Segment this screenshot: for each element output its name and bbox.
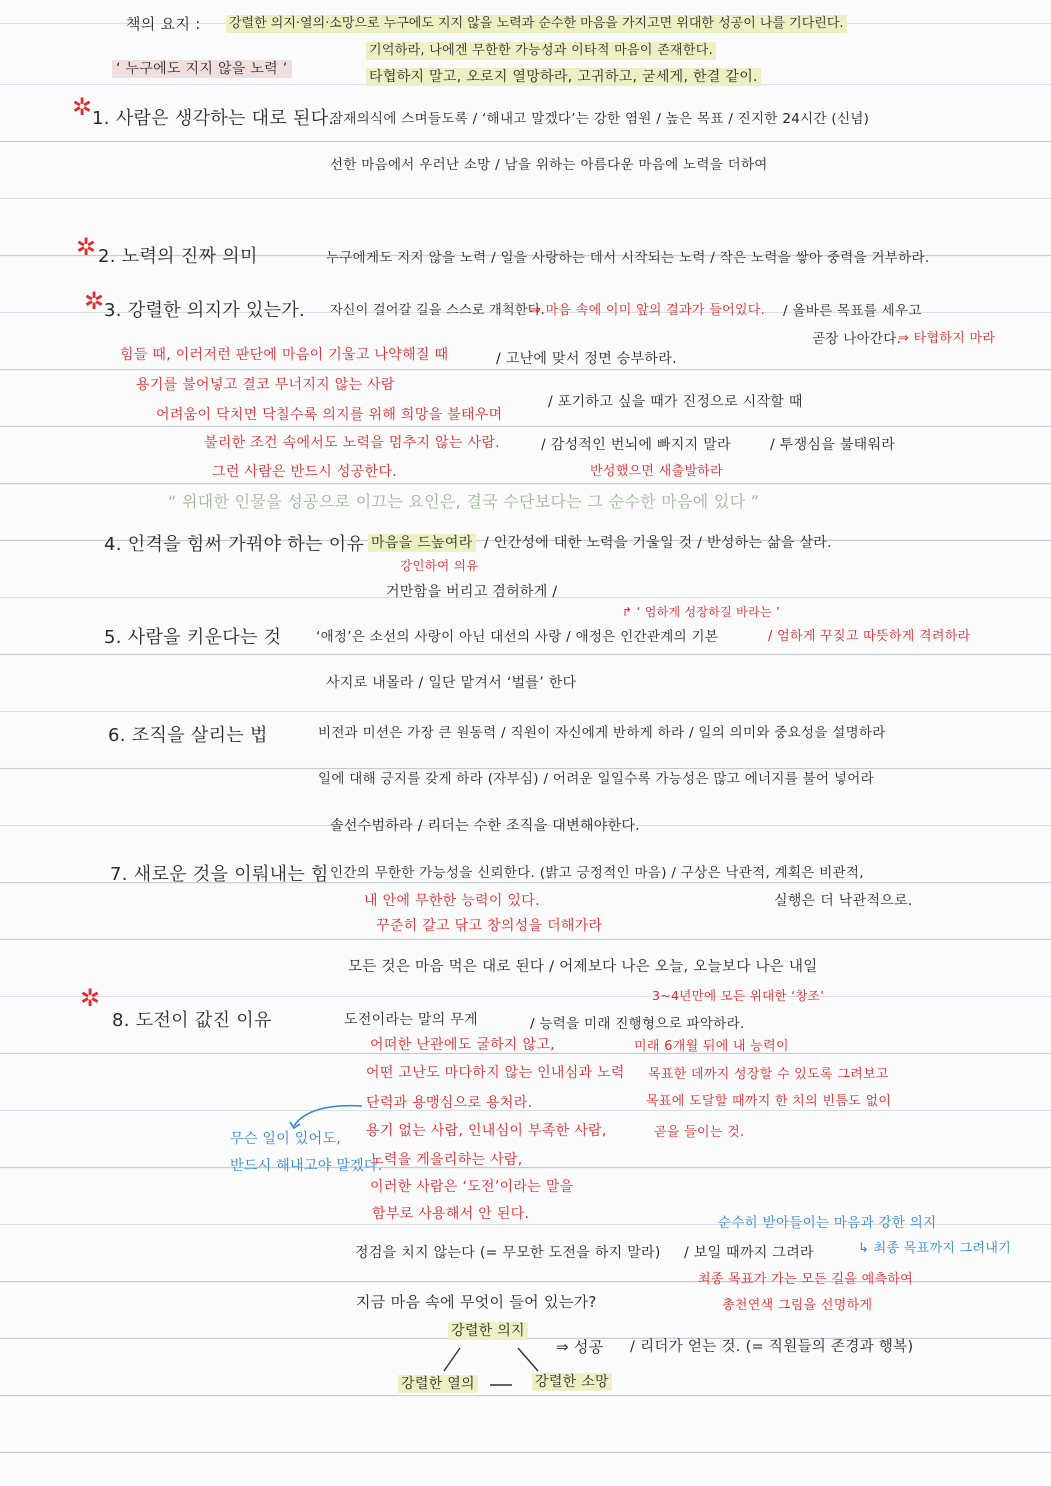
section4-line-a: 마음을 드높여라 [368, 534, 476, 552]
diagram-right: 강렬한 소망 [532, 1373, 612, 1391]
star-icon: ✲ [72, 93, 93, 121]
section8-left-2: 어떤 고난도 마다하지 않는 인내심과 노력 [366, 1065, 625, 1081]
section3-line-a: 자신이 걸어갈 길을 스스로 개척한다. [330, 303, 546, 318]
diagram-result: ⇒ 성공 [556, 1338, 604, 1356]
section5-line-a: ‘애정’은 소선의 사랑이 아닌 대선의 사랑 / 애정은 인간관계의 기본 [316, 629, 719, 645]
section3-b3b: / 투쟁심을 불태워라 [770, 437, 896, 453]
diagram-tail: / 리더가 얻는 것. (= 직원들의 존경과 행복) [630, 1339, 914, 1355]
summary-label: 책의 요지 : [126, 15, 201, 33]
section3-line-a3-red: ⇒ 타협하지 마라 [898, 331, 996, 346]
section7-red-1: 내 안에 무한한 능력이 있다. [364, 893, 540, 909]
section1-title: 1. 사람은 생각하는 대로 된다. [92, 108, 335, 129]
star-icon: ✲ [80, 984, 101, 1012]
section3-line-a2: / 올바른 목표를 세우고 [783, 303, 922, 319]
section3-red-4: 불리한 조건 속에서도 노력을 멈추지 않는 사람. [204, 435, 500, 451]
section6-line-a: 비전과 미션은 가장 큰 원동력 / 직원이 자신에게 반하게 하라 / 일의 의미와 중요성을 설명하라 [318, 725, 886, 741]
section4-line-a2: / 인간성에 대한 노력을 기울일 것 / 반성하는 삶을 살라. [484, 535, 832, 551]
section8-right-4: 곧을 들이는 것. [654, 1125, 745, 1140]
section3-title: 3. 강렬한 의지가 있는가. [104, 300, 306, 321]
section3-line-a3: 곧장 나아간다. [812, 331, 902, 347]
section8-left-6: 이러한 사람은 ‘도전’이라는 말을 [370, 1179, 574, 1195]
star-icon: ✲ [76, 233, 97, 261]
section8-question: 지금 마음 속에 무엇이 들어 있는가? [356, 1293, 597, 1311]
section5-line-a-red: / 엄하게 꾸짖고 따뜻하게 격려하라 [768, 629, 971, 644]
section8-blue-4: ↳ 최종 목표까지 그려내기 [858, 1241, 1012, 1256]
section5-title: 5. 사람을 키운다는 것 [104, 627, 282, 648]
section7-title: 7. 새로운 것을 이뤄내는 힘 [110, 864, 329, 885]
section8-red-6: 총천연색 그림을 선명하게 [722, 1298, 873, 1313]
section8-line-a: 도전이라는 말의 무게 [344, 1012, 478, 1028]
section8-title: 8. 도전이 값진 이유 [112, 1010, 272, 1031]
section8-blue-2: 반드시 해내고야 말겠다. [230, 1158, 383, 1174]
section8-left-5: 노력을 게을리하는 사람, [370, 1152, 523, 1168]
summary-main: 강렬한 의지·열의·소망으로 누구에도 지지 않을 노력과 순수한 마음을 가지고면 위대한 성공이 나를 기다린다. [226, 15, 847, 33]
section8-left-3: 단력과 용맹심으로 용처라. [366, 1095, 533, 1111]
section3-quote: “ 위대한 인물을 성공으로 이끄는 요인은, 결국 수단보다는 그 순수한 마음에 있다 ” [168, 492, 760, 511]
section8-blue-3: 순수히 받아들이는 마음과 강한 의지 [718, 1215, 937, 1231]
section8-right-1: 미래 6개월 뒤에 내 능력이 [634, 1039, 789, 1054]
section8-line-b2: / 보일 때까지 그려라 [684, 1245, 814, 1261]
section8-line-b: 정검을 치지 않는다 (= 무모한 도전을 하지 말라) [355, 1245, 661, 1261]
star-icon: ✲ [84, 287, 105, 315]
section8-red-5: 최종 목표가 가는 모든 길을 예측하여 [698, 1272, 914, 1287]
section3-b3: / 감성적인 번뇌에 빠지지 말라 [541, 437, 731, 453]
section7-line-a: 인간의 무한한 가능성을 신뢰한다. (밝고 긍정적인 마음) / 구상은 낙관적, 계획은 비관적, [330, 865, 864, 881]
section7-line-b: 모든 것은 마음 먹은 대로 된다 / 어제보다 나은 오늘, 오늘보다 나은 내일 [348, 959, 818, 975]
section3-b3-red: 반성했으면 새출발하라 [590, 464, 724, 479]
summary-tag: ‘ 누구에도 지지 않을 노력 ’ [112, 60, 292, 78]
section7-red-2: 꾸준히 갈고 닦고 창의성을 더해가라 [376, 918, 603, 934]
section4-line-b: 거만함을 버리고 겸허하게 / [386, 584, 558, 600]
section8-note: 3~4년만에 모든 위대한 ‘창조’ [652, 988, 825, 1003]
section8-blue-1: 무슨 일이 있어도, [230, 1131, 342, 1147]
section5-line-b: 사지로 내몰라 / 일단 맡겨서 ‘벌를’ 한다 [326, 675, 577, 691]
section2-title: 2. 노력의 진짜 의미 [98, 246, 258, 267]
section8-right-2: 목표한 데까지 성장할 수 있도록 그려보고 [648, 1067, 889, 1082]
section3-red-2: 용기를 불어넣고 결코 무너지지 않는 사람 [136, 377, 395, 393]
section7-line-a2: 실행은 더 낙관적으로. [774, 893, 913, 909]
section3-b1: / 고난에 맞서 정면 승부하라. [496, 351, 677, 367]
summary-line3: 타협하지 말고, 오로지 열망하라, 고귀하고, 굳세게, 한결 같이. [366, 68, 761, 86]
section3-red-3: 어려움이 닥치면 닥칠수록 의지를 위해 희망을 불태우며 [156, 407, 503, 423]
section3-line-a-red: ⇒ 마음 속에 이미 앞의 결과가 들어있다. [530, 303, 766, 318]
arrow-icon [290, 1100, 370, 1134]
diagram-lines [420, 1345, 560, 1385]
section3-b2: / 포기하고 싶을 때가 진정으로 시작할 때 [548, 394, 803, 410]
section1-line-b: 선한 마음에서 우러난 소망 / 남을 위하는 아름다운 마음에 노력을 더하여 [330, 157, 768, 173]
section1-line-a: 잠재의식에 스며들도록 / ‘해내고 말겠다’는 강한 염원 / 높은 목표 / 진지한 24시간 (신념) [330, 111, 870, 127]
section8-left-7: 함부로 사용해서 안 된다. [372, 1206, 530, 1222]
section2-line-a: 누구에게도 지지 않을 노력 / 일을 사랑하는 데서 시작되는 노력 / 작은 노력을 쌓아 중력을 거부하라. [326, 250, 930, 266]
section4-red: 강인하여 의유 [400, 558, 479, 573]
section3-red-1: 힘들 때, 이러저런 판단에 마음이 기울고 나약해질 때 [120, 347, 449, 363]
section5-note: ↱ ‘ 엄하게 성장하길 바라는 ’ [622, 605, 781, 619]
summary-line2: 기억하라, 나에겐 무한한 가능성과 이타적 마음이 존재한다. [366, 42, 716, 60]
section6-line-c: 솔선수범하라 / 리더는 수한 조직을 대변해야한다. [330, 818, 640, 834]
section8-line-a2: / 능력을 미래 진행형으로 파악하라. [530, 1016, 745, 1032]
section8-left-1: 어떠한 난관에도 굴하지 않고, [370, 1037, 555, 1053]
section6-line-b: 일에 대해 긍지를 갖게 하라 (자부심) / 어려운 일일수록 가능성은 많고 에너지를 불어 넣어라 [318, 771, 874, 787]
section6-title: 6. 조직을 살리는 법 [108, 725, 268, 746]
diagram-left: 강렬한 열의 [398, 1375, 478, 1393]
diagram-top: 강렬한 의지 [448, 1322, 528, 1340]
section8-left-4: 용기 없는 사람, 인내심이 부족한 사람, [366, 1123, 607, 1139]
section8-right-3: 목표에 도달할 때까지 한 치의 빈틈도 없이 [646, 1094, 892, 1109]
section4-title: 4. 인격을 힘써 가꿔야 하는 이유 [104, 534, 365, 555]
section3-red-5: 그런 사람은 반드시 성공한다. [212, 464, 397, 480]
